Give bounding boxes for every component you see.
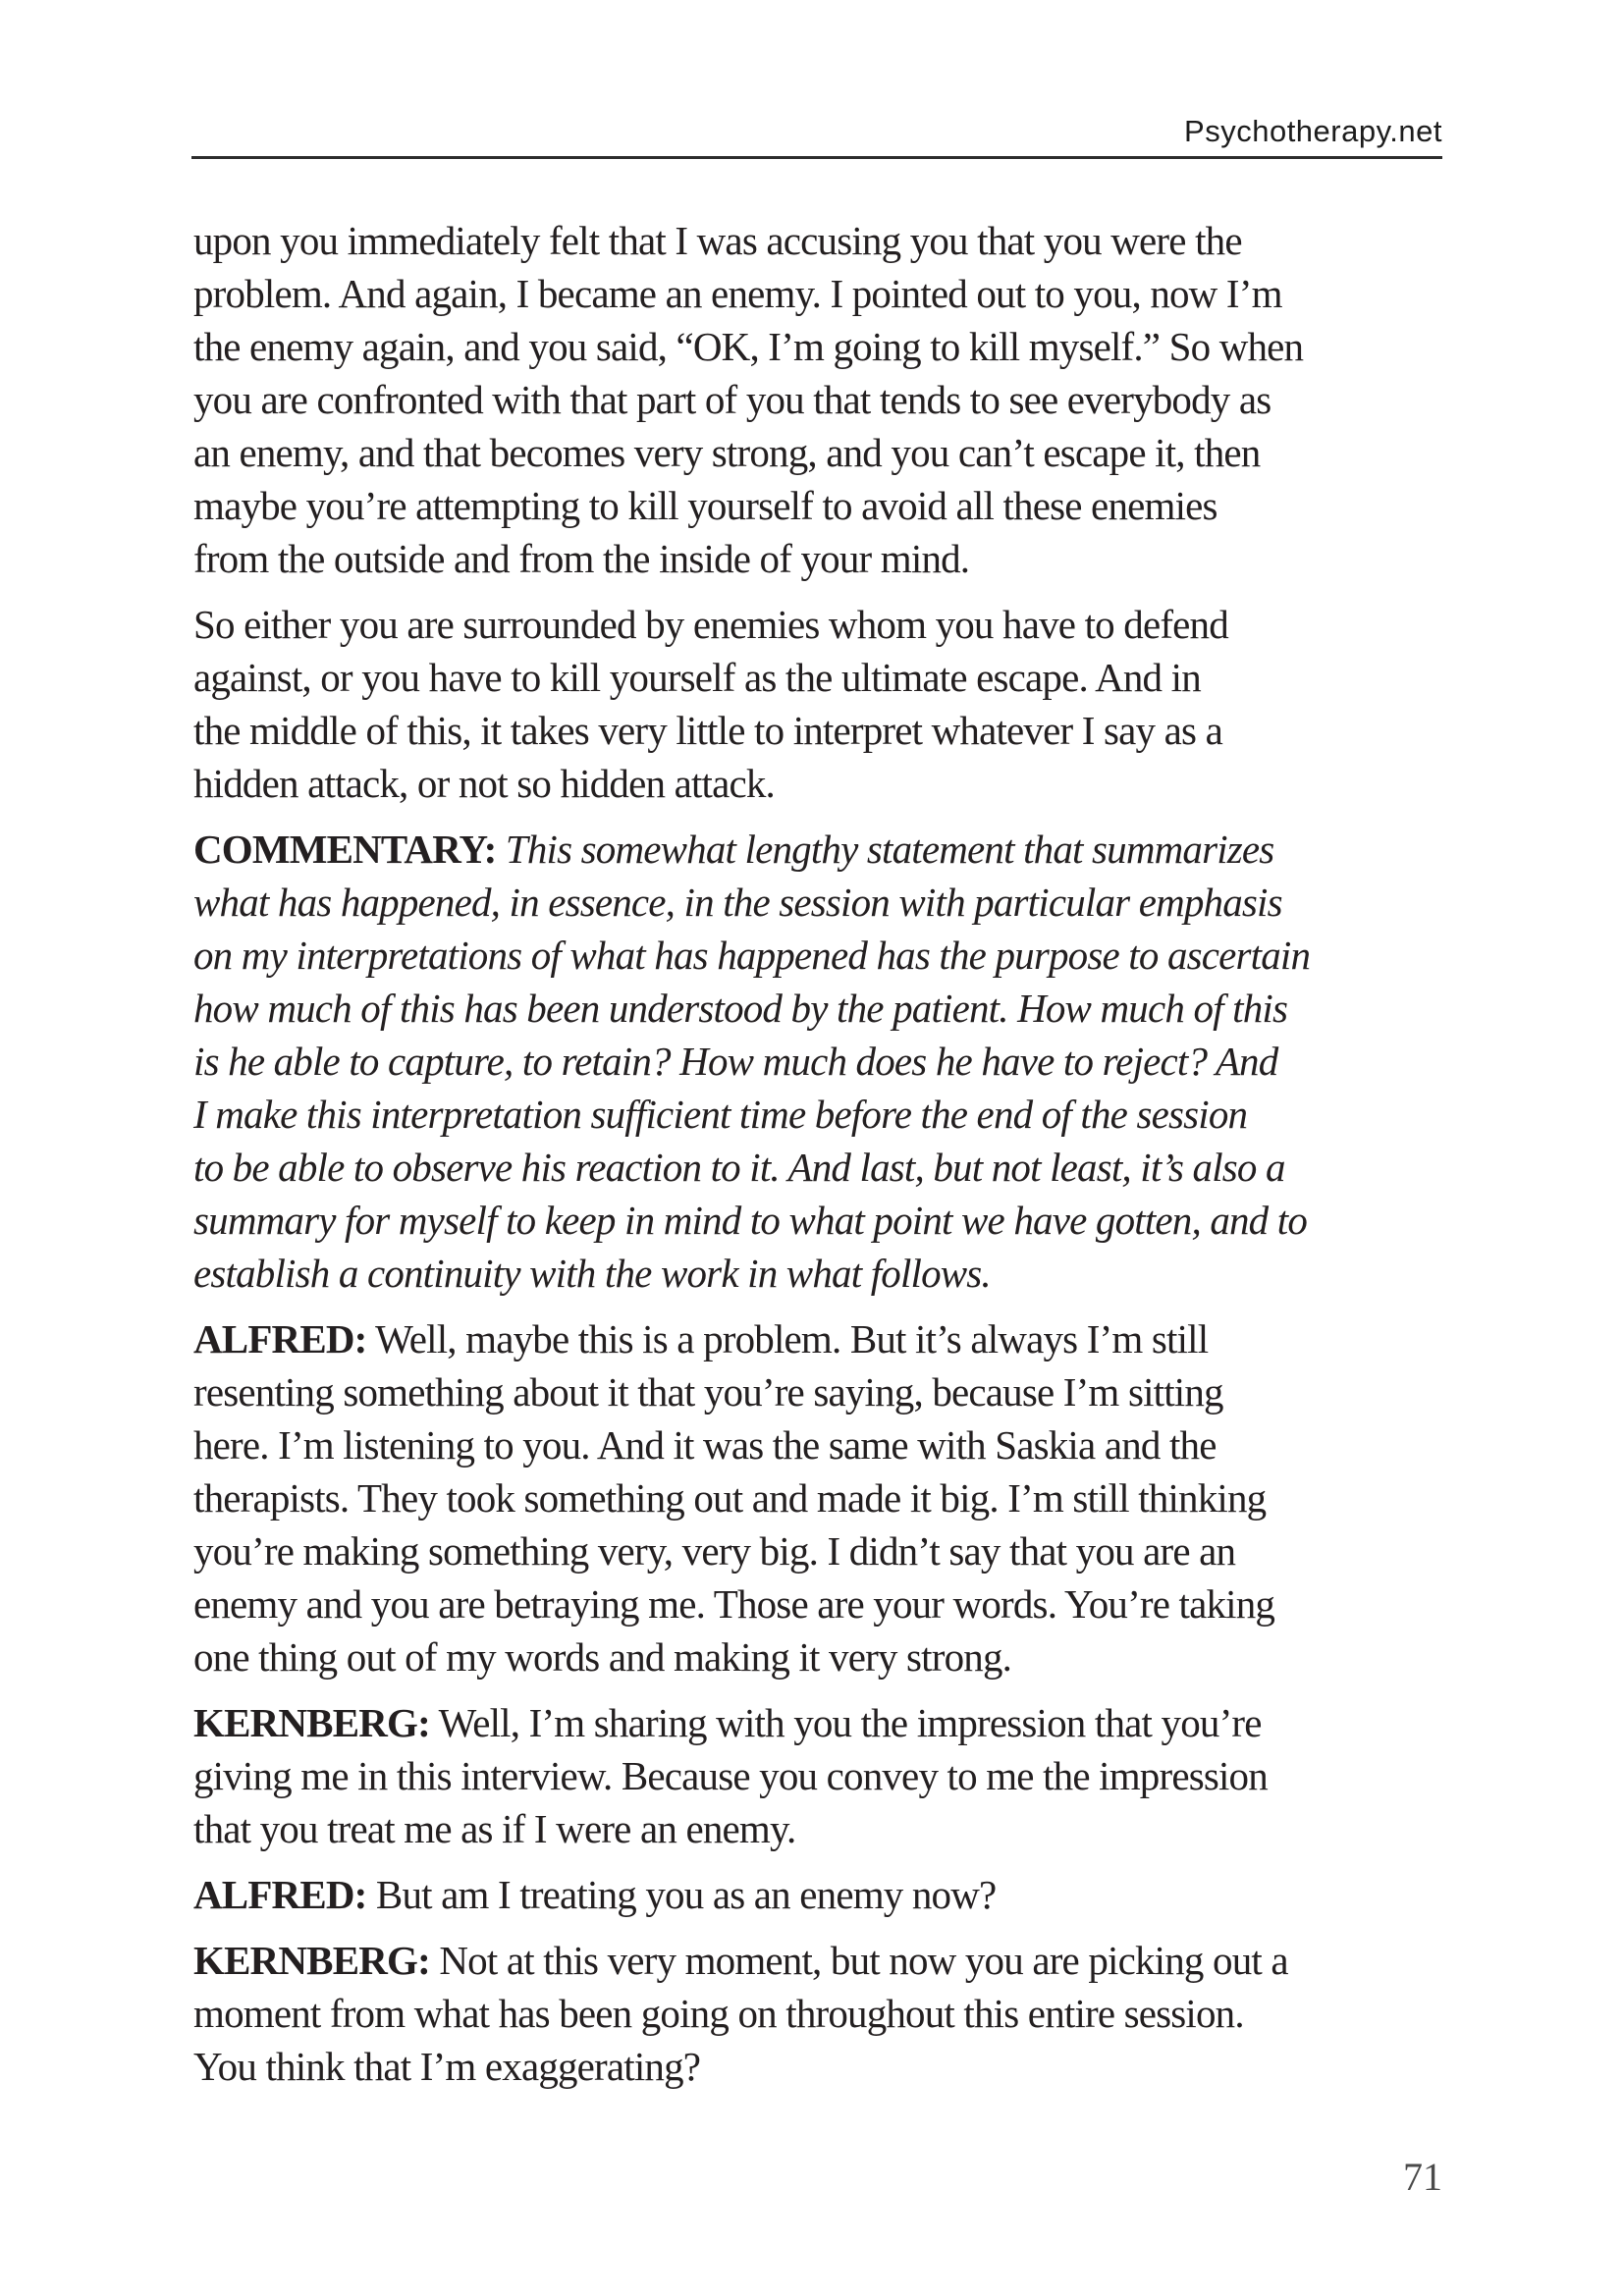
text-line: therapists. They took something out and made it big. I’m still thinking	[193, 1475, 1267, 1521]
text-line: summary for myself to keep in mind to what point we have gotten, and to	[193, 1198, 1308, 1243]
paragraph-alfred	[193, 1868, 1442, 1921]
text-line: enemy and you are betraying me. Those are your words. You’re taking	[193, 1581, 1275, 1627]
page-number: 71	[1403, 2155, 1442, 2199]
text-line: here. I’m listening to you. And it was the same with Saskia and the	[193, 1422, 1217, 1468]
text-line: that you treat me as if I were an enemy.	[193, 1806, 796, 1851]
text-line: what has happened, in essence, in the session with particular emphasis	[193, 880, 1282, 925]
text-line: hidden attack, or not so hidden attack.	[193, 761, 775, 806]
text-line: one thing out of my words and making it very strong.	[193, 1634, 1012, 1680]
text-line: resenting something about it that you’re saying, because I’m sitting	[193, 1369, 1223, 1415]
paragraph-commentary	[193, 823, 1442, 1300]
text-line: KERNBERG: Not at this very moment, but now you are picking out a	[193, 1938, 1288, 1983]
text-line: the enemy again, and you said, “OK, I’m going to kill myself.” So when	[193, 324, 1304, 369]
text-line: giving me in this interview. Because you convey to me the impression	[193, 1753, 1268, 1798]
text-line: how much of this has been understood by the patient. How much of this	[193, 986, 1288, 1031]
paragraph	[193, 598, 1442, 810]
site-name: Psychotherapy.net	[1184, 114, 1442, 148]
text-line: to be able to observe his reaction to it. And last, but not least, it’s also a	[193, 1145, 1285, 1190]
speaker-label: ALFRED:	[193, 1316, 367, 1362]
text-line: I make this interpretation sufficient time before the end of the session	[193, 1092, 1248, 1137]
speaker-label: KERNBERG:	[193, 1938, 430, 1983]
speaker-label: ALFRED:	[193, 1872, 367, 1917]
text-line: upon you immediately felt that I was accusing you that you were the	[193, 218, 1242, 263]
text-line: You think that I’m exaggerating?	[193, 2044, 701, 2089]
text-line: maybe you’re attempting to kill yourself to avoid all these enemies	[193, 483, 1217, 528]
paragraph-kernberg	[193, 1934, 1442, 2093]
text-line: ALFRED: But am I treating you as an enemy now?	[193, 1872, 997, 1917]
header-rule	[191, 156, 1442, 159]
paragraph	[193, 214, 1442, 585]
text-line: on my interpretations of what has happened has the purpose to ascertain	[193, 933, 1311, 978]
speaker-label: KERNBERG:	[193, 1700, 430, 1745]
text-line: COMMENTARY: This somewhat lengthy statement that summarizes	[193, 827, 1274, 872]
text-line: ALFRED: Well, maybe this is a problem. But it’s always I’m still	[193, 1316, 1209, 1362]
text-line: against, or you have to kill yourself as the ultimate escape. And in	[193, 655, 1201, 700]
paragraph-alfred	[193, 1312, 1442, 1683]
text-line: establish a continuity with the work in what follows.	[193, 1251, 991, 1296]
text-line: moment from what has been going on throughout this entire session.	[193, 1991, 1244, 2036]
text-line: is he able to capture, to retain? How much does he have to reject? And	[193, 1039, 1278, 1084]
paragraph-kernberg	[193, 1696, 1442, 1855]
text-line: you are confronted with that part of you that tends to see everybody as	[193, 377, 1271, 422]
transcript-content	[193, 214, 1442, 2106]
text-line: from the outside and from the inside of your mind.	[193, 536, 970, 581]
text-line: an enemy, and that becomes very strong, and you can’t escape it, then	[193, 430, 1261, 475]
text-line: problem. And again, I became an enemy. I pointed out to you, now I’m	[193, 271, 1282, 316]
text-line: So either you are surrounded by enemies whom you have to defend	[193, 602, 1228, 647]
speaker-label: COMMENTARY:	[193, 827, 497, 872]
page-header	[191, 0, 1442, 159]
text-line: you’re making something very, very big. I didn’t say that you are an	[193, 1528, 1236, 1574]
text-line: the middle of this, it takes very little to interpret whatever I say as a	[193, 708, 1222, 753]
text-line: KERNBERG: Well, I’m sharing with you the impression that you’re	[193, 1700, 1262, 1745]
